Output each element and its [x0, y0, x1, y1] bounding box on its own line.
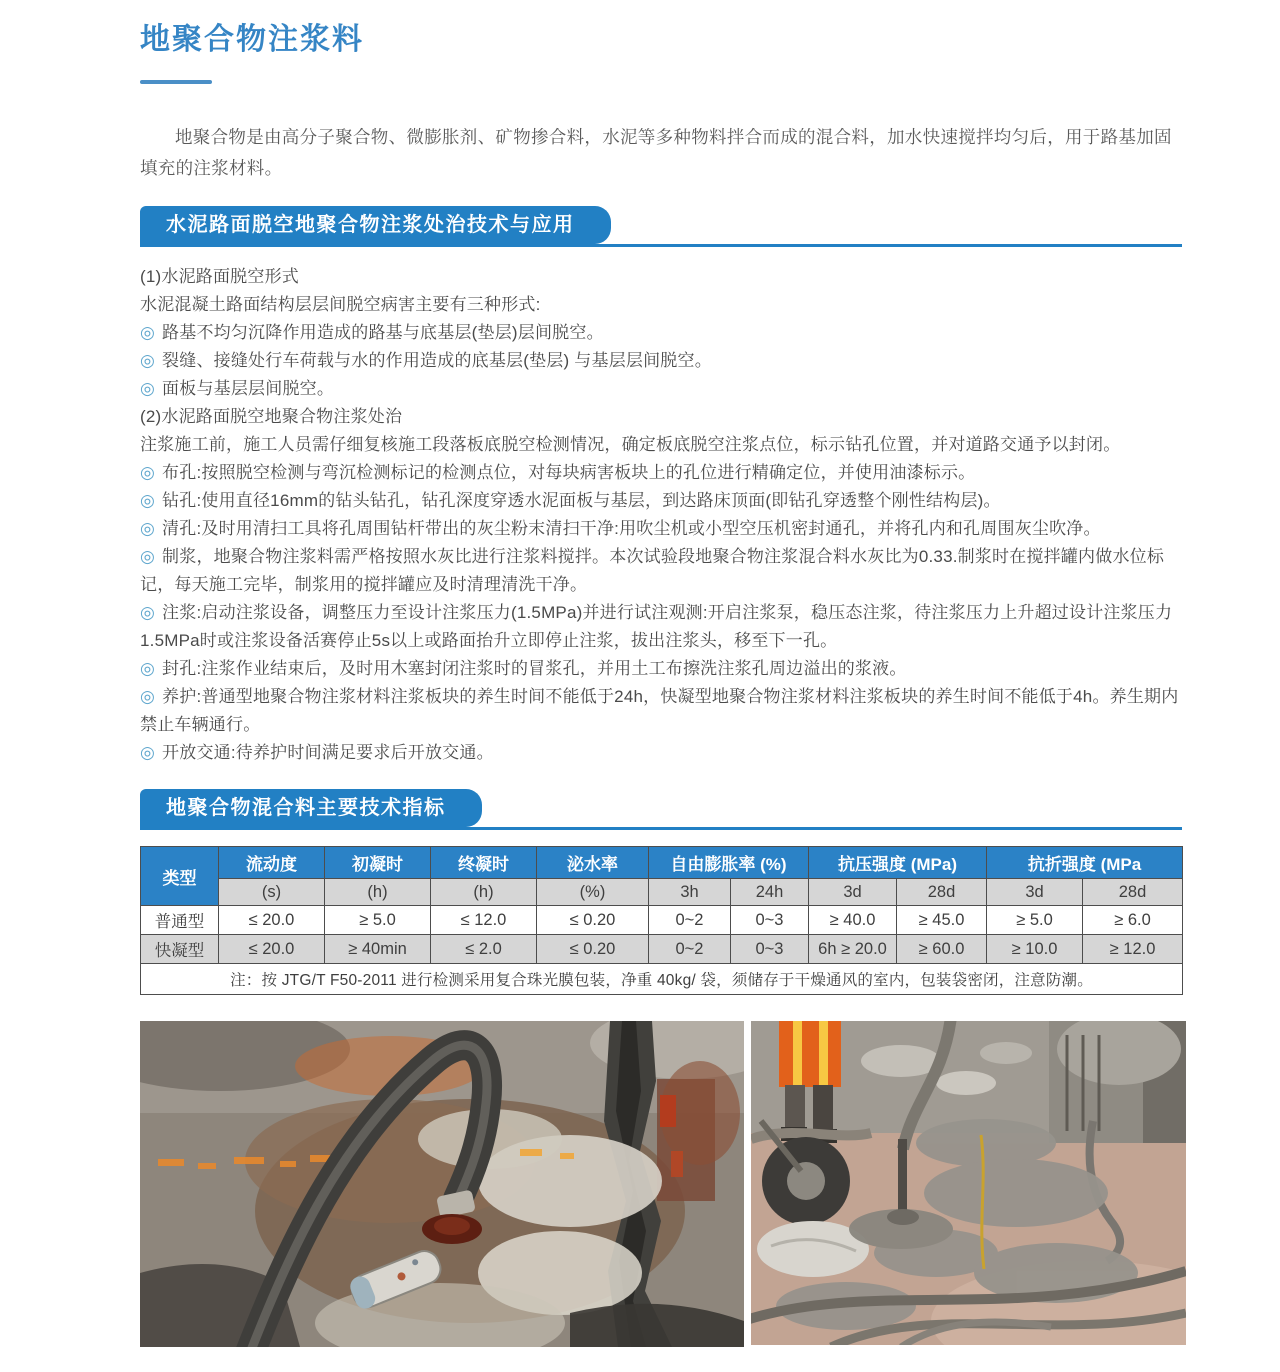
table-unit-cell: 28d	[897, 879, 987, 906]
table-cell: ≥ 40min	[325, 935, 431, 964]
table-units-row	[141, 879, 1183, 906]
table-cell: ≥ 6.0	[1083, 906, 1183, 935]
table-cell: ≥ 40.0	[809, 906, 897, 935]
bullet-item	[140, 487, 1182, 515]
ring-bullet-icon: ◎	[140, 463, 156, 482]
table-header-cell: 终凝时	[431, 847, 537, 879]
table-header-cell: 抗压强度 (MPa)	[809, 847, 987, 879]
table-cell: ≥ 45.0	[897, 906, 987, 935]
spec-table	[140, 846, 1183, 995]
table-cell: ≥ 10.0	[987, 935, 1083, 964]
table-unit-cell: (h)	[325, 879, 431, 906]
table-cell: ≤ 12.0	[431, 906, 537, 935]
paragraph: 水泥混凝土路面结构层层间脱空病害主要有三种形式:	[140, 295, 541, 314]
bullet-item	[140, 459, 1182, 487]
table-row	[141, 935, 1183, 964]
table-cell: ≥ 5.0	[987, 906, 1083, 935]
table-cell: ≤ 20.0	[219, 935, 325, 964]
table-header-cell: 流动度	[219, 847, 325, 879]
ring-bullet-icon: ◎	[140, 603, 156, 622]
table-cell: 6h ≥ 20.0	[809, 935, 897, 964]
row-type-cell: 普通型	[141, 906, 219, 935]
bullet-text: 路基不均匀沉降作用造成的路基与底基层(垫层)层间脱空。	[162, 323, 604, 342]
bullet-item	[140, 599, 1182, 655]
bullet-text: 钻孔:使用直径16mm的钻头钻孔，钻孔深度穿透水泥面板与基层，到达路床顶面(即钻孔穿透整个刚性结构层)。	[162, 491, 1001, 510]
table-unit-cell: 3d	[987, 879, 1083, 906]
table-header-cell: 抗折强度 (MPa	[987, 847, 1183, 879]
paragraph: 注浆施工前，施工人员需仔细复核施工段落板底脱空检测情况，确定板底脱空注浆点位，标示钻孔位置，并对道路交通予以封闭。	[140, 435, 1121, 454]
bullet-text: 面板与基层层间脱空。	[162, 379, 335, 398]
ring-bullet-icon: ◎	[140, 491, 156, 510]
table-header-cell: 自由膨胀率 (%)	[649, 847, 809, 879]
photo-construction-site	[751, 1021, 1186, 1347]
bullet-item	[140, 683, 1182, 739]
bullet-text: 制浆，地聚合物注浆料需严格按照水灰比进行注浆料搅拌。本次试验段地聚合物注浆混合料水灰比为0.33.制浆时在搅拌罐内做水位标记，每天施工完毕，制浆用的搅拌罐应及时清理清洗干净。	[140, 547, 1165, 594]
table-cell: 0~3	[731, 906, 809, 935]
table-cell: ≥ 5.0	[325, 906, 431, 935]
section2-banner: 地聚合物混合料主要技术指标	[140, 789, 482, 827]
photo-grout-injection-hole	[140, 1021, 744, 1347]
section2-header	[140, 789, 1182, 830]
table-unit-cell: (%)	[537, 879, 649, 906]
table-unit-cell: 3d	[809, 879, 897, 906]
bullet-text: 养护:普通型地聚合物注浆材料注浆板块的养生时间不能低于24h，快凝型地聚合物注浆材料注浆板块的养生时间不能低于4h。养生期内禁止车辆通行。	[140, 687, 1179, 734]
ring-bullet-icon: ◎	[140, 659, 156, 678]
bullet-item	[140, 515, 1182, 543]
ring-bullet-icon: ◎	[140, 687, 156, 706]
section1-body	[140, 263, 1182, 767]
section1-header	[140, 206, 1182, 247]
table-cell: 0~3	[731, 935, 809, 964]
bullet-item	[140, 655, 1182, 683]
title-underline	[140, 80, 212, 84]
table-unit-cell: (s)	[219, 879, 325, 906]
table-unit-cell: 24h	[731, 879, 809, 906]
bullet-text: 裂缝、接缝处行车荷载与水的作用造成的底基层(垫层) 与基层层间脱空。	[162, 351, 712, 370]
bullet-text: 开放交通:待养护时间满足要求后开放交通。	[162, 743, 494, 762]
bullet-text: 注浆:启动注浆设备，调整压力至设计注浆压力(1.5MPa)并进行试注观测:开启注浆泵，稳压态注浆，待注浆压力上升超过设计注浆压力1.5MPa时或注浆设备活赛停止5s以上或路面抬升立即停止注浆，拔出注浆头，移至下一孔。	[140, 603, 1173, 650]
table-note-cell: 注：按 JTG/T F50-2011 进行检测采用复合珠光膜包装，净重 40kg/ 袋，须储存于干燥通风的室内，包装袋密闭，注意防潮。	[141, 964, 1183, 995]
table-note-row	[141, 964, 1183, 995]
table-cell: 0~2	[649, 935, 731, 964]
paragraph: (2)水泥路面脱空地聚合物注浆处治	[140, 407, 403, 426]
content-column	[140, 0, 1182, 1347]
ring-bullet-icon: ◎	[140, 323, 156, 342]
table-header-cell: 泌水率	[537, 847, 649, 879]
ring-bullet-icon: ◎	[140, 519, 156, 538]
table-corner-header: 类型	[141, 847, 219, 906]
table-cell: ≤ 0.20	[537, 935, 649, 964]
table-unit-cell: 28d	[1083, 879, 1183, 906]
ring-bullet-icon: ◎	[140, 351, 156, 370]
table-unit-cell: (h)	[431, 879, 537, 906]
table-row	[141, 906, 1183, 935]
table-header-cell: 初凝时	[325, 847, 431, 879]
table-cell: ≤ 20.0	[219, 906, 325, 935]
bullet-item	[140, 375, 1182, 403]
bullet-item	[140, 319, 1182, 347]
section1-banner: 水泥路面脱空地聚合物注浆处治技术与应用	[140, 206, 611, 244]
row-type-cell: 快凝型	[141, 935, 219, 964]
bullet-item	[140, 543, 1182, 599]
page-title: 地聚合物注浆料	[140, 23, 364, 56]
intro-paragraph: 地聚合物是由高分子聚合物、微膨胀剂、矿物掺合料，水泥等多种物料拌合而成的混合料，加水快速搅拌均匀后，用于路基加固填充的注浆材料。	[140, 127, 1172, 178]
bullet-text: 清孔:及时用清扫工具将孔周围钻杆带出的灰尘粉末清扫干净:用吹尘机或小型空压机密封通孔，并将孔内和孔周围灰尘吹净。	[162, 519, 1101, 538]
bullet-text: 封孔:注浆作业结束后，及时用木塞封闭注浆时的冒浆孔，并用土工布擦洗注浆孔周边溢出的浆液。	[162, 659, 907, 678]
paragraph: (1)水泥路面脱空形式	[140, 267, 299, 286]
bullet-item	[140, 347, 1182, 375]
table-unit-cell: 3h	[649, 879, 731, 906]
ring-bullet-icon: ◎	[140, 379, 156, 398]
table-cell: ≥ 12.0	[1083, 935, 1183, 964]
bullet-item	[140, 739, 1182, 767]
ring-bullet-icon: ◎	[140, 547, 156, 566]
table-cell: ≥ 60.0	[897, 935, 987, 964]
ring-bullet-icon: ◎	[140, 743, 156, 762]
table-cell: ≤ 0.20	[537, 906, 649, 935]
photo-strip	[140, 1021, 1182, 1347]
table-header-row	[141, 847, 1183, 879]
table-cell: 0~2	[649, 906, 731, 935]
bullet-text: 布孔:按照脱空检测与弯沉检测标记的检测点位，对每块病害板块上的孔位进行精确定位，并使用油漆标示。	[162, 463, 976, 482]
table-cell: ≤ 2.0	[431, 935, 537, 964]
